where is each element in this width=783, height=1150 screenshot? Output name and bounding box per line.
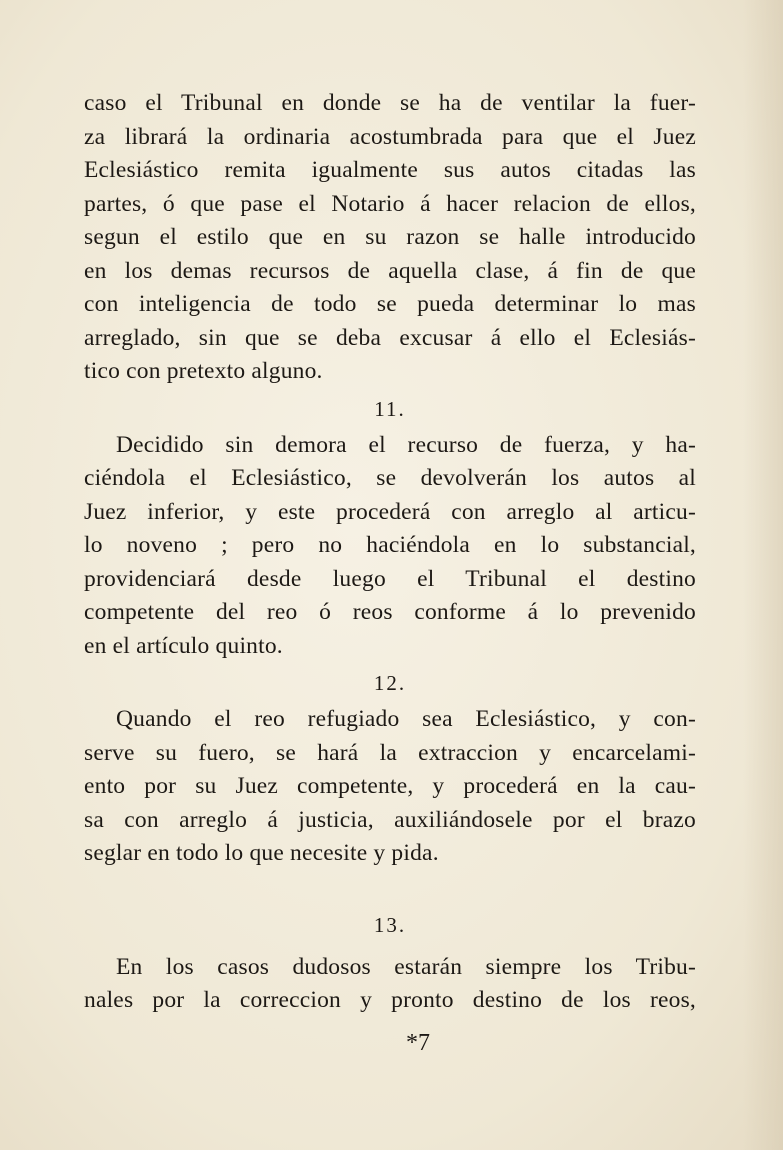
paragraph-10: [84, 87, 696, 389]
text-line: ento por su Juez competente, y procederá en la cau-: [84, 773, 696, 799]
text-line: tico con pretexto alguno.: [84, 358, 323, 384]
text-line: en el artículo quinto.: [84, 632, 283, 659]
text-line: segun el estilo que en su razon se halle introducido: [84, 224, 696, 250]
article-number: 13.: [373, 912, 407, 937]
article-number: 11.: [374, 396, 406, 421]
paragraph-13: [84, 951, 696, 1018]
page-text: [84, 87, 696, 1018]
article-number: 12.: [373, 671, 407, 695]
text-line: En los casos dudosos estarán siempre los Tribu-: [116, 953, 696, 980]
text-line: en los demas recursos de aquella clase, á fin de que: [84, 257, 696, 284]
text-line: seglar en todo lo que necesite y pida.: [84, 840, 439, 866]
text-line: caso el Tribunal en donde se ha de ventilar la fuer-: [84, 90, 696, 116]
text-line: Decidido sin demora el recurso de fuerza, y ha-: [116, 431, 696, 458]
paragraph-11: [84, 429, 696, 664]
text-line: serve su fuero, se hará la extraccion y encarcelami-: [84, 739, 696, 766]
text-line: Eclesiástico remita igualmente sus autos citadas las: [84, 157, 696, 183]
text-line: lo noveno ; pero no haciéndola en lo substancial,: [84, 532, 696, 558]
signature-mark: *7: [406, 1030, 430, 1056]
text-line: Quando el reo refugiado sea Eclesiástico, y con-: [116, 706, 696, 732]
text-line: partes, ó que pase el Notario á hacer relacion de ellos,: [84, 190, 696, 217]
text-line: ciéndola el Eclesiástico, se devolverán los autos al: [84, 465, 696, 491]
text-line: competente del reo ó reos conforme á lo prevenido: [84, 599, 696, 625]
text-line: nales por la correccion y pronto destino de los reos,: [84, 987, 696, 1013]
text-line: Juez inferior, y este procederá con arreglo al articu-: [84, 498, 696, 525]
text-line: arreglado, sin que se deba excusar á ello el Eclesiás-: [84, 324, 696, 351]
text-line: sa con arreglo á justicia, auxiliándosele por el brazo: [84, 806, 696, 833]
text-line: za librará la ordinaria acostumbrada para que el Juez: [84, 123, 696, 150]
page-edge-shadow: [743, 0, 783, 1150]
text-line: providenciará desde luego el Tribunal el destino: [84, 565, 696, 592]
text-line: con inteligencia de todo se pueda determinar lo mas: [84, 291, 696, 317]
paragraph-12: [84, 703, 696, 871]
